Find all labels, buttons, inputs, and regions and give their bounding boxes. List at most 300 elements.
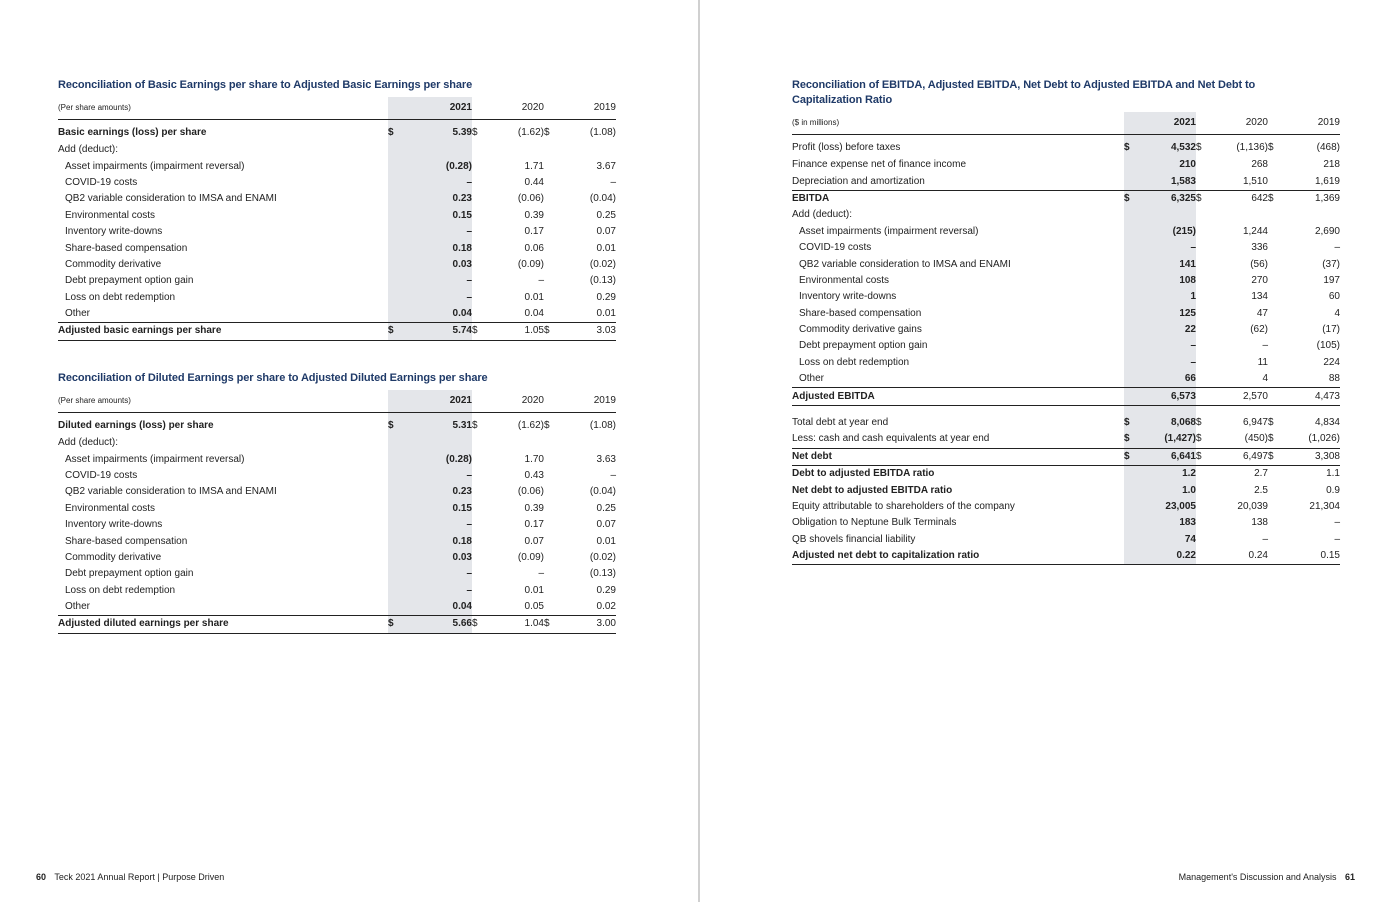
- value-2020: 0.05: [524, 601, 544, 613]
- value-2021: [402, 142, 472, 158]
- row-label: Environmental costs: [799, 274, 890, 286]
- value-2019: 3.00: [562, 616, 616, 633]
- currency-symbol: [544, 290, 562, 306]
- value-2019: –: [610, 176, 616, 188]
- currency-symbol: $: [1268, 142, 1274, 153]
- currency-symbol: [472, 583, 490, 599]
- currency-symbol: [472, 240, 490, 256]
- currency-symbol: [388, 306, 402, 323]
- row-label: Debt prepayment option gain: [65, 568, 194, 580]
- row-label: Other: [65, 601, 91, 613]
- value-2020: 6,497: [1212, 448, 1268, 465]
- row-label: Profit (loss) before taxes: [792, 142, 901, 153]
- row-label: Inventory write-downs: [65, 226, 163, 238]
- row-label: QB2 variable consideration to IMSA and ENAMI: [65, 193, 277, 205]
- value-2020: 0.04: [524, 308, 544, 320]
- value-2020: 1.70: [524, 453, 544, 465]
- currency-symbol: $: [544, 323, 562, 340]
- year-header: 2020: [490, 390, 544, 413]
- currency-symbol: [388, 240, 402, 256]
- value-2020: 2.5: [1254, 484, 1268, 496]
- currency-symbol: [1268, 499, 1284, 515]
- spacer-cell: [792, 405, 1124, 415]
- table-row: [58, 120, 616, 143]
- currency-symbol: [1196, 224, 1212, 240]
- footer-text: Teck 2021 Annual Report | Purpose Driven: [54, 872, 225, 882]
- value-2019: (0.04): [589, 193, 616, 205]
- row-label: EBITDA: [792, 190, 1124, 207]
- currency-symbol: $: [544, 616, 562, 633]
- currency-symbol: [544, 306, 562, 323]
- currency-symbol: [1124, 532, 1138, 548]
- value-2020: 0.24: [1212, 548, 1268, 565]
- table-row: [58, 413, 616, 436]
- value-2019: 0.02: [596, 601, 616, 613]
- table-row: [792, 499, 1340, 515]
- currency-symbol: [388, 566, 402, 582]
- currency-symbol: [388, 290, 402, 306]
- value-2020: 0.17: [524, 519, 544, 531]
- currency-symbol: [1268, 224, 1284, 240]
- currency-symbol: [1268, 515, 1284, 531]
- currency-symbol: [472, 517, 490, 533]
- table-row: [58, 533, 616, 549]
- currency-symbol: [1124, 157, 1138, 173]
- currency-symbol: [1196, 338, 1212, 354]
- value-2019: –: [1334, 517, 1340, 529]
- basic-eps-table: [58, 97, 616, 341]
- value-2019: 1,369: [1284, 190, 1340, 207]
- value-2020: (62): [1250, 324, 1268, 336]
- table-row: [58, 323, 616, 340]
- currency-symbol: $: [1196, 142, 1202, 153]
- value-2019: –: [610, 469, 616, 481]
- table-header-row: [58, 390, 616, 413]
- year-header: 2019: [1284, 112, 1340, 135]
- value-2021: 0.15: [402, 208, 472, 224]
- currency-symbol: $: [388, 616, 402, 633]
- currency-symbol: [544, 191, 562, 207]
- currency-symbol: [1196, 515, 1212, 531]
- value-2019: (0.13): [589, 275, 616, 287]
- currency-symbol: $: [1124, 448, 1138, 465]
- currency-symbol: [544, 517, 562, 533]
- table-row: [58, 566, 616, 582]
- row-label: Adjusted diluted earnings per share: [58, 616, 388, 633]
- value-2019: 224: [1323, 356, 1340, 368]
- value-2020: 2.7: [1212, 466, 1268, 483]
- currency-symbol: [1268, 532, 1284, 548]
- currency-symbol: [472, 533, 490, 549]
- currency-symbol: [388, 468, 402, 484]
- table-row: [792, 224, 1340, 240]
- footer-text: Management's Discussion and Analysis: [1178, 872, 1337, 882]
- row-label: Basic earnings (loss) per share: [58, 127, 207, 138]
- value-2019: 4,834: [1314, 417, 1340, 429]
- currency-symbol: [388, 191, 402, 207]
- currency-symbol: [1124, 306, 1138, 322]
- value-2020: 0.39: [524, 502, 544, 514]
- value-2021: 5.39: [402, 120, 472, 143]
- diluted-eps-title: Reconciliation of Diluted Earnings per share to Adjusted Diluted Earnings per share: [58, 372, 488, 384]
- value-2020: 0.01: [524, 291, 544, 303]
- value-2019: 197: [1323, 274, 1340, 286]
- currency-symbol: [1124, 173, 1138, 190]
- currency-symbol: $: [1196, 448, 1212, 465]
- value-2020: 0.39: [524, 209, 544, 221]
- value-2019: 3.63: [596, 453, 616, 465]
- value-2019: 0.29: [596, 584, 616, 596]
- currency-symbol: [1196, 173, 1212, 190]
- spacer-cell: [1124, 405, 1138, 415]
- value-2021: –: [1138, 355, 1196, 371]
- value-2020: –: [538, 568, 544, 580]
- currency-symbol: [472, 306, 490, 323]
- row-label: Adjusted basic earnings per share: [58, 323, 388, 340]
- table-row: [792, 388, 1340, 405]
- year-header: 2021: [402, 97, 472, 120]
- currency-symbol: [388, 583, 402, 599]
- currency-spacer: [472, 97, 490, 120]
- value-2020: [1212, 207, 1268, 223]
- currency-symbol: [1124, 322, 1138, 338]
- table-row: [58, 517, 616, 533]
- currency-symbol: [544, 224, 562, 240]
- value-2020: 0.06: [524, 242, 544, 254]
- value-2021: 6,325: [1138, 190, 1196, 207]
- spacer-cell: [1284, 405, 1340, 415]
- table-row: [58, 240, 616, 256]
- value-2020: 0.01: [524, 584, 544, 596]
- right-footer: [1179, 872, 1361, 882]
- table-row: [58, 290, 616, 306]
- table-row: [792, 431, 1340, 448]
- value-2020: 47: [1256, 307, 1268, 319]
- currency-symbol: [472, 191, 490, 207]
- table-row: [58, 484, 616, 500]
- value-2019: 0.25: [596, 502, 616, 514]
- value-2021: –: [402, 273, 472, 289]
- currency-symbol: [544, 208, 562, 224]
- value-2019: 3.67: [596, 160, 616, 172]
- currency-symbol: [544, 566, 562, 582]
- currency-symbol: [1196, 355, 1212, 371]
- currency-symbol: [544, 550, 562, 566]
- currency-symbol: [1268, 322, 1284, 338]
- currency-symbol: [1124, 289, 1138, 305]
- currency-symbol: [472, 158, 490, 174]
- currency-symbol: [544, 583, 562, 599]
- value-2021: (0.28): [402, 158, 472, 174]
- row-label: Add (deduct):: [58, 437, 119, 449]
- spacer-cell: [1138, 405, 1196, 415]
- currency-symbol: [544, 257, 562, 273]
- unit-label: ($ in millions): [792, 112, 1124, 135]
- value-2021: –: [1138, 338, 1196, 354]
- table-row: [58, 306, 616, 323]
- value-2021: 8,068: [1138, 415, 1196, 431]
- value-2019: 0.29: [596, 291, 616, 303]
- value-2020: (1,136): [1236, 142, 1268, 153]
- currency-spacer: [544, 390, 562, 413]
- value-2020: 2,570: [1212, 388, 1268, 405]
- currency-spacer: [1124, 112, 1138, 135]
- value-2020: 0.44: [524, 176, 544, 188]
- currency-symbol: [388, 273, 402, 289]
- value-2019: 60: [1328, 291, 1340, 303]
- row-label: Debt to adjusted EBITDA ratio: [792, 466, 1124, 483]
- currency-symbol: [1196, 273, 1212, 289]
- table-row: [792, 448, 1340, 465]
- currency-symbol: [472, 550, 490, 566]
- currency-symbol: [1124, 371, 1138, 388]
- table-row: [792, 289, 1340, 305]
- currency-symbol: [1268, 371, 1284, 388]
- value-2020: (56): [1250, 258, 1268, 270]
- currency-symbol: [1124, 515, 1138, 531]
- value-2021: 0.03: [402, 257, 472, 273]
- ebitda-section: [792, 78, 1340, 565]
- value-2021: 1.2: [1138, 466, 1196, 483]
- currency-symbol: [1196, 306, 1212, 322]
- value-2020: 0.07: [524, 535, 544, 547]
- currency-symbol: [472, 501, 490, 517]
- row-label: Commodity derivative: [65, 258, 162, 270]
- currency-symbol: [1268, 306, 1284, 322]
- value-2021: (0.28): [402, 451, 472, 467]
- currency-symbol: [1196, 499, 1212, 515]
- value-2021: 0.03: [402, 550, 472, 566]
- value-2019: 88: [1328, 373, 1340, 385]
- value-2021: 0.22: [1138, 548, 1196, 565]
- table-row: [792, 515, 1340, 531]
- value-2020: 0.43: [524, 469, 544, 481]
- unit-label: (Per share amounts): [58, 390, 388, 413]
- currency-symbol: $: [1196, 417, 1202, 429]
- currency-symbol: [544, 468, 562, 484]
- value-2021: 0.04: [402, 599, 472, 616]
- currency-spacer: [1196, 112, 1212, 135]
- currency-symbol: [544, 240, 562, 256]
- value-2020: 134: [1251, 291, 1268, 303]
- value-2019: 0.01: [596, 535, 616, 547]
- value-2019: 3.03: [562, 323, 616, 340]
- value-2021: 66: [1138, 371, 1196, 388]
- value-2019: 4: [1334, 307, 1340, 319]
- value-2021: 23,005: [1138, 499, 1196, 515]
- value-2019: 21,304: [1309, 501, 1340, 512]
- value-2021: –: [402, 583, 472, 599]
- value-2020: 1.71: [524, 160, 544, 172]
- currency-symbol: [1124, 207, 1138, 223]
- table-row: [792, 190, 1340, 207]
- table-header-row: [792, 112, 1340, 135]
- table-row: [58, 501, 616, 517]
- row-label: COVID-19 costs: [65, 469, 138, 481]
- currency-symbol: [1196, 548, 1212, 565]
- currency-symbol: $: [1124, 431, 1138, 448]
- row-label: Environmental costs: [65, 209, 156, 221]
- value-2019: 0.07: [596, 226, 616, 238]
- value-2019: 0.01: [596, 308, 616, 320]
- table-row: [58, 158, 616, 174]
- table-row: [792, 256, 1340, 272]
- currency-symbol: [1268, 256, 1284, 272]
- currency-symbol: [1124, 548, 1138, 565]
- table-row: [58, 599, 616, 616]
- currency-symbol: [1268, 289, 1284, 305]
- currency-symbol: [472, 451, 490, 467]
- row-label: Inventory write-downs: [65, 519, 163, 531]
- table-row: [58, 175, 616, 191]
- row-label: Asset impairments (impairment reversal): [799, 225, 979, 237]
- currency-spacer: [472, 390, 490, 413]
- value-2020: 11: [1257, 356, 1268, 368]
- value-2021: –: [1138, 240, 1196, 256]
- currency-symbol: [1196, 466, 1212, 483]
- currency-symbol: [1196, 157, 1212, 173]
- value-2021: 1,583: [1138, 173, 1196, 190]
- spacer-cell: [1212, 405, 1268, 415]
- currency-symbol: $: [472, 420, 478, 431]
- value-2019: (1.08): [589, 127, 616, 138]
- value-2019: (468): [1316, 142, 1340, 153]
- table-row: [58, 191, 616, 207]
- currency-symbol: [1124, 256, 1138, 272]
- currency-symbol: [1124, 482, 1138, 498]
- table-row: [58, 257, 616, 273]
- table-row: [792, 532, 1340, 548]
- value-2020: 270: [1251, 274, 1268, 286]
- currency-symbol: [388, 158, 402, 174]
- currency-symbol: $: [1268, 417, 1274, 429]
- value-2021: 125: [1138, 306, 1196, 322]
- currency-spacer: [388, 97, 402, 120]
- value-2021: 210: [1138, 157, 1196, 173]
- currency-symbol: $: [472, 127, 478, 138]
- table-row: [792, 355, 1340, 371]
- value-2021: 141: [1138, 256, 1196, 272]
- currency-symbol: [388, 550, 402, 566]
- row-label: COVID-19 costs: [799, 242, 872, 254]
- currency-spacer: [544, 97, 562, 120]
- currency-symbol: [472, 224, 490, 240]
- currency-symbol: [544, 158, 562, 174]
- value-2020: (1.62): [517, 420, 544, 431]
- currency-symbol: [388, 517, 402, 533]
- row-label: Depreciation and amortization: [792, 175, 925, 187]
- currency-symbol: [388, 484, 402, 500]
- currency-symbol: [1124, 355, 1138, 371]
- value-2021: 0.15: [402, 501, 472, 517]
- value-2021: 108: [1138, 273, 1196, 289]
- year-header: 2021: [1138, 112, 1196, 135]
- currency-symbol: [388, 175, 402, 191]
- value-2020: 6,947: [1242, 417, 1268, 429]
- currency-symbol: $: [472, 323, 490, 340]
- currency-symbol: [544, 451, 562, 467]
- currency-symbol: [472, 435, 490, 451]
- currency-symbol: [1196, 371, 1212, 388]
- table-row: [792, 273, 1340, 289]
- spacer-cell: [1196, 405, 1212, 415]
- table-row: [792, 240, 1340, 256]
- currency-symbol: [1196, 532, 1212, 548]
- year-header: 2019: [562, 97, 616, 120]
- value-2020: (450): [1244, 433, 1268, 445]
- row-label: QB2 variable consideration to IMSA and ENAMI: [799, 258, 1011, 270]
- value-2021: [1138, 207, 1196, 223]
- currency-symbol: [388, 533, 402, 549]
- value-2020: [490, 435, 544, 451]
- currency-symbol: [1196, 388, 1212, 405]
- row-label: Share-based compensation: [65, 535, 188, 547]
- currency-symbol: [388, 501, 402, 517]
- row-label: Add (deduct):: [58, 144, 119, 156]
- table-row: [58, 550, 616, 566]
- currency-symbol: $: [388, 413, 402, 436]
- value-2021: 5.66: [402, 616, 472, 633]
- currency-symbol: [1268, 157, 1284, 173]
- row-label: Loss on debt redemption: [65, 584, 176, 596]
- row-label: Share-based compensation: [799, 307, 922, 319]
- value-2019: 1.1: [1284, 466, 1340, 483]
- table-row: [58, 142, 616, 158]
- currency-symbol: [1196, 256, 1212, 272]
- row-label: Adjusted net debt to capitalization ratio: [792, 548, 1124, 565]
- currency-symbol: [1124, 466, 1138, 483]
- currency-symbol: [544, 533, 562, 549]
- value-2020: (0.06): [517, 486, 544, 498]
- row-label: Loss on debt redemption: [65, 291, 176, 303]
- value-2020: 1,244: [1242, 225, 1268, 237]
- currency-symbol: [1268, 173, 1284, 190]
- currency-symbol: $: [1196, 433, 1202, 445]
- value-2019: 1,619: [1314, 175, 1340, 187]
- currency-symbol: [1268, 482, 1284, 498]
- currency-symbol: $: [1268, 433, 1274, 445]
- row-label: Equity attributable to shareholders of the company: [792, 501, 1015, 512]
- unit-label: (Per share amounts): [58, 97, 388, 120]
- currency-symbol: [472, 142, 490, 158]
- table-row: [58, 273, 616, 289]
- row-label: QB2 variable consideration to IMSA and ENAMI: [65, 486, 277, 498]
- currency-symbol: [388, 142, 402, 158]
- currency-symbol: [472, 273, 490, 289]
- currency-symbol: [1268, 388, 1284, 405]
- currency-symbol: [388, 224, 402, 240]
- currency-symbol: [1124, 388, 1138, 405]
- diluted-eps-table: [58, 390, 616, 634]
- value-2020: 20,039: [1237, 501, 1268, 512]
- value-2019: –: [1334, 533, 1340, 545]
- value-2020: 268: [1251, 159, 1268, 171]
- value-2019: [1284, 207, 1340, 223]
- currency-symbol: $: [1124, 190, 1138, 207]
- value-2020: –: [1262, 533, 1268, 545]
- value-2019: (0.02): [589, 258, 616, 270]
- row-label: Other: [65, 308, 91, 320]
- value-2019: [562, 142, 616, 158]
- value-2021: 5.31: [402, 413, 472, 436]
- right-page: [700, 0, 1395, 902]
- value-2021: 0.18: [402, 240, 472, 256]
- basic-eps-section: [58, 78, 616, 341]
- year-header: 2021: [402, 390, 472, 413]
- currency-symbol: [388, 451, 402, 467]
- row-label: Asset impairments (impairment reversal): [65, 160, 245, 172]
- currency-symbol: [1268, 207, 1284, 223]
